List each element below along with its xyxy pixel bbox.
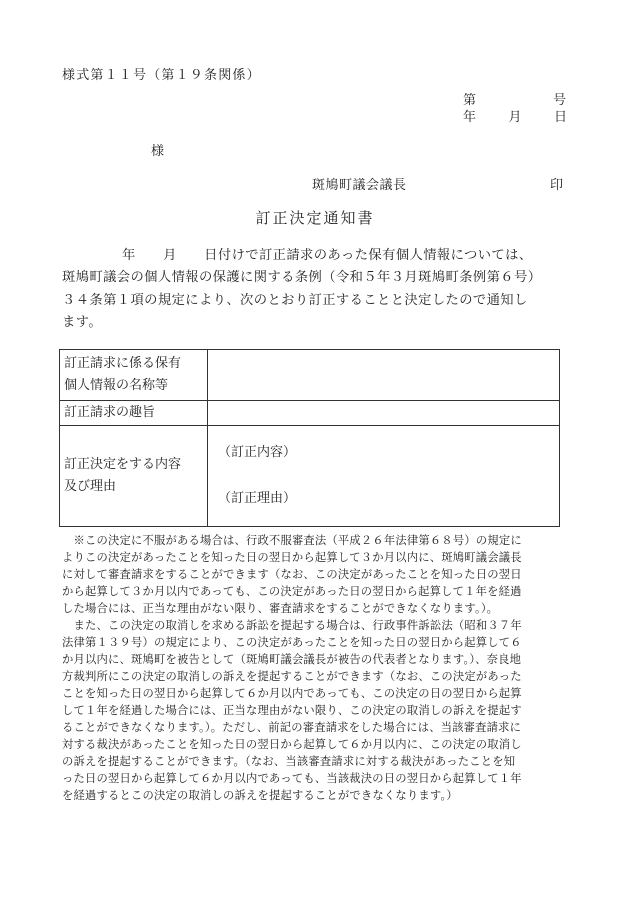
note-line: 法律第１３９号）の規定により、この決定があったことを知った日の翌日から起算して６ (62, 636, 522, 649)
note-line: また、この決定の取消しを求める訴訟を提起する場合は、行政事件訴訟法（昭和３７年 (62, 619, 522, 632)
note-line: よりこの決定があったことを知った日の翌日から起算して３か月以内に、斑鳩町議会議長 (62, 551, 522, 564)
correction-reason-label: （訂正理由） (218, 491, 297, 506)
date-year-label: 年 (463, 110, 477, 125)
note-line: した場合には、正当な理由がない限り、審査請求をすることができなくなります。）。 (62, 602, 499, 615)
date-line (463, 106, 567, 125)
label-line: 個人情報の名称等 (64, 378, 169, 393)
personal-info-name-value[interactable] (208, 350, 560, 401)
note-line: ことを知った日の翌日から起算して６か月以内であっても、この決定の日の翌日から起算 (62, 687, 522, 700)
note-line: ることができなくなります。）。ただし、前記の審査請求をした場合には、当該審査請求に (62, 721, 522, 734)
label-line: 及び理由 (64, 479, 117, 494)
body-line: ３４条第１項の規定により、次のとおり訂正することと決定したので通知し (62, 292, 528, 308)
note-line: った日の翌日から起算して６か月以内であっても、当該裁決の日の翌日から起算して１年 (62, 772, 522, 785)
row-label-decision-content (60, 426, 208, 527)
date-day-label: 日 (553, 110, 567, 125)
correction-details-table (59, 349, 560, 527)
note-line: して１年を経過した場合には、正当な理由がない限り、この決定の取消しの訴えを提起す (62, 704, 522, 717)
label-line: 訂正請求に係る保有 (64, 356, 182, 371)
note-line: の訴えを提起することができます。（なお、当該審査請求に対する裁決があったことを知 (62, 755, 516, 768)
addressee-honorific: 様 (151, 144, 165, 159)
notice-body (62, 245, 582, 334)
note-line: か月以内に、斑鳩町を被告として（斑鳩町議会議長が被告の代表者となります。）、奈良地 (62, 653, 522, 666)
row-label-request-purpose: 訂正請求の趣旨 (60, 401, 208, 426)
correction-content-label: （訂正内容） (218, 445, 297, 460)
note-line: 対する裁決があったことを知った日の翌日から起算して６か月以内に、この決定の取消し (62, 738, 522, 751)
appeal-notice (62, 532, 582, 804)
seal-mark: 印 (550, 178, 564, 193)
document-number-suffix: 号 (553, 93, 567, 108)
document-number-label: 第 (463, 93, 477, 108)
sender-name: 斑鳩町議会議長 (312, 178, 407, 193)
table-row (60, 426, 560, 527)
body-line: 斑鳩町議会の個人情報の保護に関する条例（令和５年３月斑鳩町条例第６号） (62, 270, 542, 286)
note-line: を経過するとこの決定の取消しの訴えを提起することができなくなります。） (62, 789, 458, 802)
document-title: 訂正決定通知書 (255, 209, 375, 227)
note-line: に対して審査請求をすることができます（なお、この決定があったことを知った日の翌日 (62, 568, 522, 581)
note-line: から起算して３か月以内であっても、この決定があった日の翌日から起算して１年を経過 (62, 585, 522, 598)
table-row (60, 401, 560, 426)
form-number: 様式第１１号（第１９条関係） (62, 68, 261, 83)
note-line: 方裁判所にこの決定の取消しの訴えを提起することができます（なお、この決定があった (62, 670, 522, 683)
table-row (60, 350, 560, 401)
body-line (62, 245, 582, 267)
body-line-text: 年 月 日付けで訂正請求のあった保有個人情報については、 (122, 248, 533, 263)
label-line: 訂正決定をする内容 (64, 457, 182, 472)
row-label-personal-info-name (60, 350, 208, 401)
decision-content-value[interactable] (208, 426, 560, 527)
body-line: ます。 (62, 314, 103, 330)
request-purpose-value[interactable] (208, 401, 560, 426)
date-month-label: 月 (508, 110, 522, 125)
note-line: ※この決定に不服がある場合は、行政不服審査法（平成２６年法律第６８号）の規定に (62, 534, 522, 547)
